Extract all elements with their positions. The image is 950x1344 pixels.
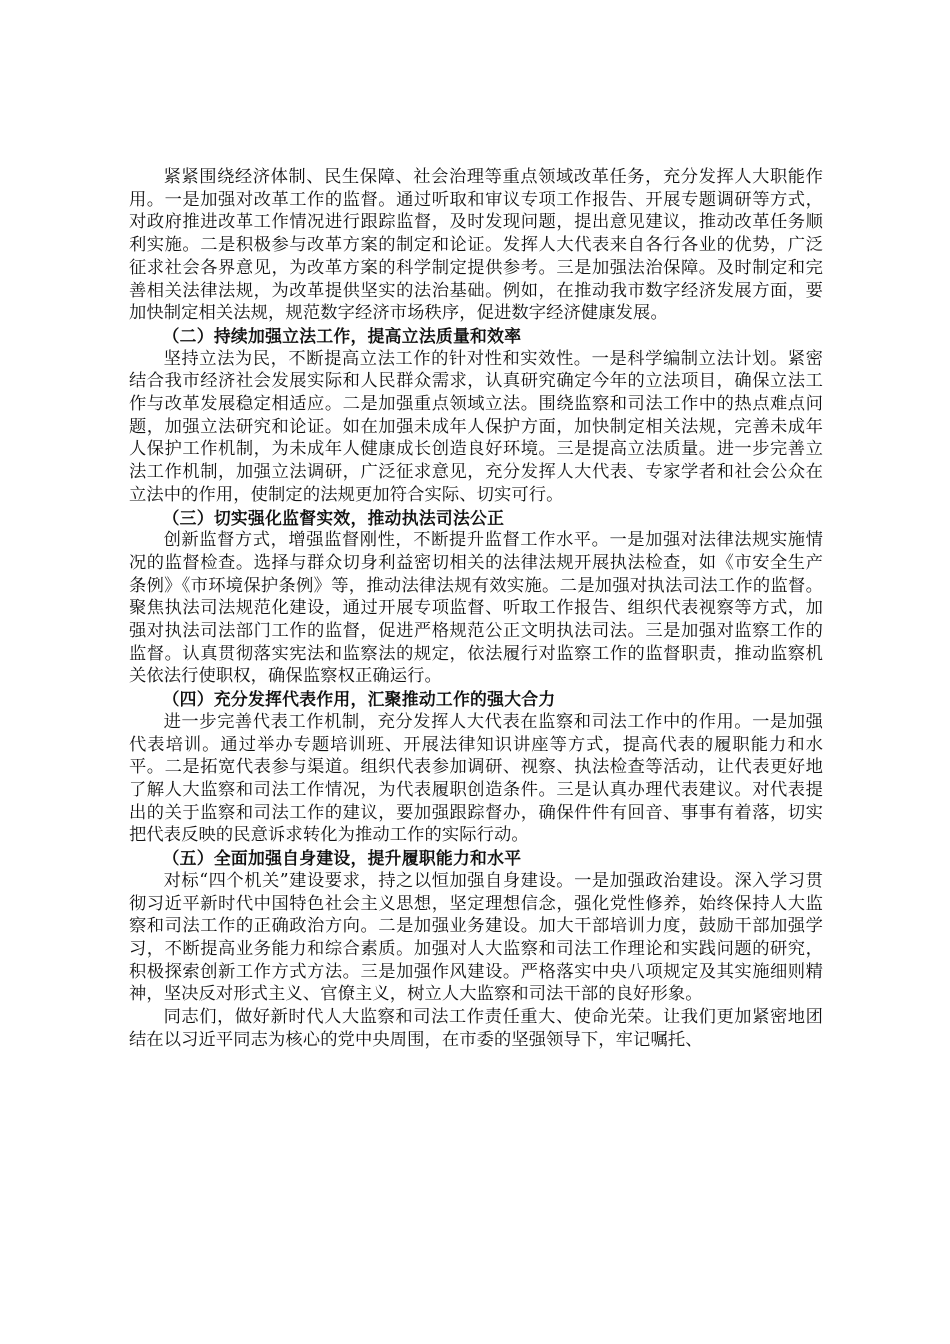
section-body-2: 坚持立法为民，不断提高立法工作的针对性和实效性。一是科学编制立法计划。紧密结合我市经济社会发展实际和人民群众需求，认真研究确定今年的立法项目，确保立法工作与改革发展稳定相适应。二是加强重点领域立法。围绕监察和司法工作中的热点难点问题，加强立法研究和论证。如在加强未成年人保护方面，加快制定相关法规，完善未成年人保护工作机制，为未成年人健康成长创造良好环境。三是提高立法质量。进一步完善立法工作机制，加强立法调研，广泛征求意见，充分发挥人大代表、专家学者和社会公众在立法中的作用，使制定的法规更加符合实际、切实可行。 bbox=[129, 348, 823, 505]
section-body-3: 创新监督方式，增强监督刚性，不断提升监督工作水平。一是加强对法律法规实施情况的监督检查。选择与群众切身利益密切相关的法律法规开展执法检查，如《市安全生产条例》《市环境保护条例》等，推动法律法规有效实施。二是加强对执法司法工作的监督。聚焦执法司法规范化建设，通过开展专项监督、听取工作报告、组织代表视察等方式，加强对执法司法部门工作的监督，促进严格规范公正文明执法司法。三是加强对监察工作的监督。认真贯彻落实宪法和监察法的规定，依法履行对监察工作的监督职责，推动监察机关依法行使职权，确保监察权正确运行。 bbox=[129, 530, 823, 687]
section-body-4: 进一步完善代表工作机制，充分发挥人大代表在监察和司法工作中的作用。一是加强代表培训。通过举办专题培训班、开展法律知识讲座等方式，提高代表的履职能力和水平。二是拓宽代表参与渠道。组织代表参加调研、视察、执法检查等活动，让代表更好地了解人大监察和司法工作情况，为代表履职创造条件。三是认真办理代表建议。对代表提出的关于监察和司法工作的建议，要加强跟踪督办，确保件件有回音、事事有着落，切实把代表反映的民意诉求转化为推动工作的实际行动。 bbox=[129, 711, 823, 846]
closing-paragraph: 同志们，做好新时代人大监察和司法工作责任重大、使命光荣。让我们更加紧密地团结在以习近平同志为核心的党中央周围，在市委的坚强领导下，牢记嘱托、 bbox=[129, 1007, 823, 1050]
section-heading-2: （二）持续加强立法工作，提高立法质量和效率 bbox=[162, 325, 522, 346]
section-body-5: 对标“四个机关”建设要求，持之以恒加强自身建设。一是加强政治建设。深入学习贯彻习近平新时代中国特色社会主义思想，坚定理想信念，强化党性修养，始终保持人大监察和司法工作的正确政治方向。二是加强业务建设。加大干部培训力度，鼓励干部加强学习，不断提高业务能力和综合素质。加强对人大监察和司法工作理论和实践问题的研究，积极探索创新工作方式方法。三是加强作风建设。严格落实中央八项规定及其实施细则精神，坚决反对形式主义、官僚主义，树立人大监察和司法干部的良好形象。 bbox=[129, 870, 823, 1005]
intro-paragraph: 紧紧围绕经济体制、民生保障、社会治理等重点领域改革任务，充分发挥人大职能作用。一是加强对改革工作的监督。通过听取和审议专项工作报告、开展专题调研等方式，对政府推进改革工作情况进行跟踪监督，及时发现问题，提出意见建议，推动改革任务顺利实施。二是积极参与改革方案的制定和论证。发挥人大代表来自各行各业的优势，广泛征求社会各界意见，为改革方案的科学制定提供参考。三是加强法治保障。及时制定和完善相关法律法规，为改革提供坚实的法治基础。例如，在推动我市数字经济发展方面，要加快制定相关法规，规范数字经济市场秩序，促进数字经济健康发展。 bbox=[129, 167, 823, 324]
section-heading-3: （三）切实强化监督实效，推动执法司法公正 bbox=[162, 507, 505, 528]
section-heading-5: （五）全面加强自身建设，提升履职能力和水平 bbox=[162, 848, 522, 869]
section-heading-4: （四）充分发挥代表作用，汇聚推动工作的强大合力 bbox=[162, 689, 556, 710]
document-page bbox=[129, 166, 823, 1051]
